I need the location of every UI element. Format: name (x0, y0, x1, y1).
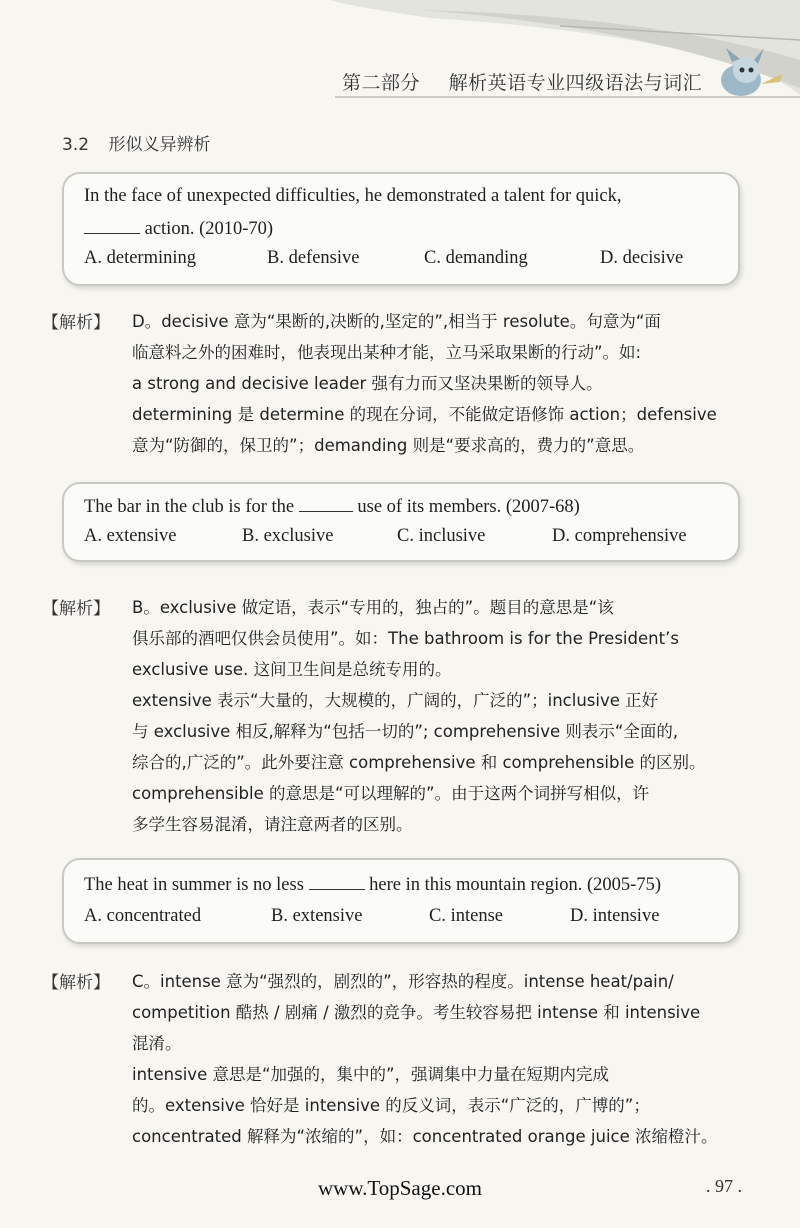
analysis-line: 与 exclusive 相反,解释为“包括一切的”; comprehensive 则表示“全面的, (132, 722, 679, 741)
analysis-line: 的。extensive 恰好是 intensive 的反义词，表示“广泛的，广博的”； (132, 1096, 650, 1115)
answer-blank (299, 496, 353, 512)
analysis-line: competition 酷热 / 剧痛 / 激烈的竞争。考生较容易把 intense 和 intensive (132, 1003, 701, 1022)
question-text-after-blank: use of its members. (2007-68) (357, 497, 580, 517)
answer-blank (309, 874, 365, 890)
option-c: C. intense (429, 906, 503, 926)
option-b: B. defensive (267, 248, 360, 268)
question-box-1 (62, 172, 740, 286)
analysis-line: C。intense 意为“强烈的，剧烈的”，形容热的程度。intense heat/pain/ (132, 972, 674, 991)
analysis-line: 综合的,广泛的”。此外要注意 comprehensive 和 comprehensible 的区别。 (132, 753, 706, 772)
answer-blank (84, 218, 140, 234)
question-text-after-blank: here in this mountain region. (2005-75) (369, 875, 661, 895)
question-text-line2 (84, 218, 273, 240)
page-number: . 97 . (706, 1176, 742, 1196)
question-text: In the face of unexpected difficulties, he demonstrated a talent for quick, (84, 186, 622, 206)
analysis-line: concentrated 解释为“浓缩的”，如：concentrated orange juice 浓缩橙汁。 (132, 1127, 718, 1146)
analysis-line: D。decisive 意为“果断的,决断的,坚定的”,相当于 resolute。句意为“面 (132, 312, 661, 331)
analysis-block-2 (42, 594, 752, 834)
running-header (342, 68, 702, 95)
option-a: A. determining (84, 248, 197, 268)
footer-url: www.TopSage.com (318, 1176, 482, 1200)
question-text-before-blank: The bar in the club is for the (84, 497, 295, 517)
question-source: action. (2010-70) (144, 219, 274, 239)
mascot-illustration (696, 44, 786, 104)
header-book-title: 解析英语专业四级语法与词汇 (448, 72, 703, 94)
analysis-block-1 (42, 308, 752, 458)
question-text-before-blank: The heat in summer is no less (84, 875, 304, 895)
option-b: B. extensive (271, 906, 363, 926)
analysis-line: determining 是 determine 的现在分词，不能做定语修饰 action；defensive (132, 405, 717, 424)
question-box-3 (62, 858, 740, 944)
question-text (84, 496, 580, 518)
analysis-line: B。exclusive 做定语，表示“专用的，独占的”。题目的意思是“该 (132, 598, 614, 617)
question-text (84, 874, 661, 896)
analysis-line: a strong and decisive leader 强有力而又坚决果断的领导人。 (132, 374, 603, 393)
analysis-line: extensive 表示“大量的，大规模的，广阔的，广泛的”；inclusive 正好 (132, 691, 659, 710)
option-d: D. decisive (600, 248, 684, 268)
section-heading (62, 130, 210, 155)
analysis-line: 意为“防御的，保卫的”；demanding 则是“要求高的，费力的”意思。 (132, 436, 645, 455)
option-c: C. demanding (424, 248, 528, 268)
analysis-tag: 【解析】 (42, 599, 110, 619)
option-d: D. comprehensive (552, 526, 687, 546)
analysis-line: 混淆。 (132, 1034, 182, 1053)
question-box-2 (62, 482, 740, 562)
analysis-block-3 (42, 968, 752, 1148)
analysis-line: exclusive use. 这间卫生间是总统专用的。 (132, 660, 452, 679)
section-number: 3.2 (62, 135, 90, 155)
analysis-tag: 【解析】 (42, 313, 110, 333)
analysis-tag: 【解析】 (42, 973, 110, 993)
option-b: B. exclusive (242, 526, 334, 546)
analysis-line: 俱乐部的酒吧仅供会员使用”。如：The bathroom is for the President’s (132, 629, 679, 648)
option-d: D. intensive (570, 906, 660, 926)
header-part-label: 第二部分 (342, 72, 421, 94)
option-a: A. concentrated (84, 906, 202, 926)
analysis-line: 临意料之外的困难时，他表现出某种才能，立马采取果断的行动”。如: (132, 343, 642, 362)
option-c: C. inclusive (397, 526, 486, 546)
section-title: 形似义异辨析 (108, 135, 211, 155)
analysis-line: intensive 意思是“加强的，集中的”，强调集中力量在短期内完成 (132, 1065, 610, 1084)
option-a: A. extensive (84, 526, 177, 546)
analysis-line: 多学生容易混淆，请注意两者的区别。 (132, 815, 413, 834)
analysis-line: comprehensible 的意思是“可以理解的”。由于这两个词拼写相似，许 (132, 784, 650, 803)
